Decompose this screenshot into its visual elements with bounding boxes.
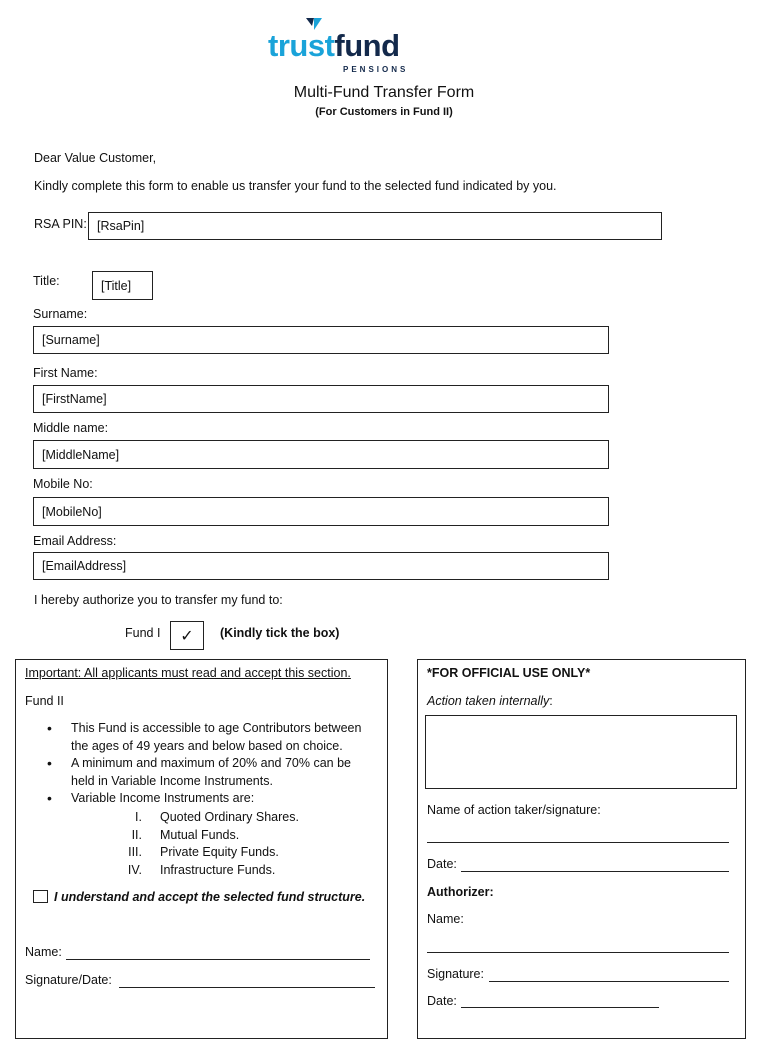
action-date-label: Date: <box>427 857 457 871</box>
important-heading: Important: All applicants must read and accept this section. <box>25 666 351 680</box>
applicant-signature-label: Signature/Date: <box>25 973 112 987</box>
action-taker-line[interactable] <box>427 842 729 843</box>
authorizer-signature-line[interactable] <box>489 981 729 982</box>
middle-name-field[interactable] <box>33 440 609 469</box>
logo-wordmark: trustfund <box>268 28 400 63</box>
list-item: III. Private Equity Funds. <box>128 845 279 859</box>
email-field[interactable] <box>33 552 609 580</box>
intro-text: Kindly complete this form to enable us transfer your fund to the selected fund indicated by you. <box>34 179 557 193</box>
authorizer-name-label: Name: <box>427 912 464 926</box>
list-item: IV. Infrastructure Funds. <box>127 862 276 877</box>
form-subtitle: (For Customers in Fund II) <box>315 106 453 118</box>
surname-field[interactable] <box>33 326 609 354</box>
applicant-name-line[interactable] <box>66 959 370 960</box>
fund-ii-bullets <box>25 720 375 808</box>
list-item: • Variable Income Instruments are: <box>25 790 375 808</box>
authorizer-date-line[interactable] <box>461 1007 659 1008</box>
list-item: • This Fund is accessible to age Contributors between the ages of 49 years and below based on choice. <box>25 720 375 755</box>
authorizer-label: Authorizer: <box>427 885 494 899</box>
logo-tagline: PENSIONS <box>343 65 409 74</box>
action-taken-label: Action taken internally: <box>427 694 553 708</box>
action-taker-label: Name of action taker/signature: <box>427 803 601 817</box>
title-label: Title: <box>33 274 60 288</box>
action-date-line[interactable] <box>461 871 729 872</box>
rsa-pin-value: [RsaPin] <box>97 219 145 233</box>
applicant-signature-line[interactable] <box>119 987 375 988</box>
tick-note: (Kindly tick the box) <box>220 626 340 640</box>
title-value: [Title] <box>101 278 132 293</box>
greeting: Dear Value Customer, <box>34 151 157 165</box>
authorize-text: I hereby authorize you to transfer my fund to: <box>34 593 283 607</box>
list-item: • A minimum and maximum of 20% and 70% can be held in Variable Income Instruments. <box>25 755 375 790</box>
first-name-field[interactable] <box>33 385 609 413</box>
middle-name-label: Middle name: <box>33 421 109 435</box>
first-name-label: First Name: <box>33 366 98 380</box>
fund-i-label: Fund I <box>125 626 161 640</box>
mobile-label: Mobile No: <box>33 477 93 491</box>
mobile-value: [MobileNo] <box>42 504 102 519</box>
authorizer-name-line[interactable] <box>427 952 729 953</box>
accept-checkbox[interactable] <box>33 890 48 903</box>
applicant-name-label: Name: <box>25 945 62 959</box>
official-heading: *FOR OFFICIAL USE ONLY* <box>427 666 591 680</box>
mobile-field[interactable] <box>33 497 609 526</box>
authorizer-signature-label: Signature: <box>427 967 484 981</box>
instrument-list <box>98 809 378 879</box>
rsa-pin-label: RSA PIN: <box>34 217 87 231</box>
list-item: II. Mutual Funds. <box>131 827 240 842</box>
first-name-value: [FirstName] <box>42 392 107 406</box>
email-label: Email Address: <box>33 534 117 548</box>
surname-value: [Surname] <box>42 333 100 347</box>
fund-i-checkbox[interactable] <box>170 621 204 650</box>
action-taken-box[interactable] <box>425 715 737 789</box>
email-value: [EmailAddress] <box>42 559 127 573</box>
surname-label: Surname: <box>33 307 88 321</box>
company-logo <box>268 18 438 76</box>
authorizer-date-label: Date: <box>427 994 457 1008</box>
fund-ii-label: Fund II <box>25 694 64 708</box>
middle-name-value: [MiddleName] <box>42 447 120 462</box>
title-field[interactable] <box>92 271 153 300</box>
form-title: Multi-Fund Transfer Form <box>293 84 475 101</box>
check-icon: ✓ <box>180 627 194 645</box>
rsa-pin-field[interactable] <box>88 212 662 240</box>
list-item: I. Quoted Ordinary Shares. <box>135 810 299 824</box>
accept-text: I understand and accept the selected fund structure. <box>54 890 366 904</box>
